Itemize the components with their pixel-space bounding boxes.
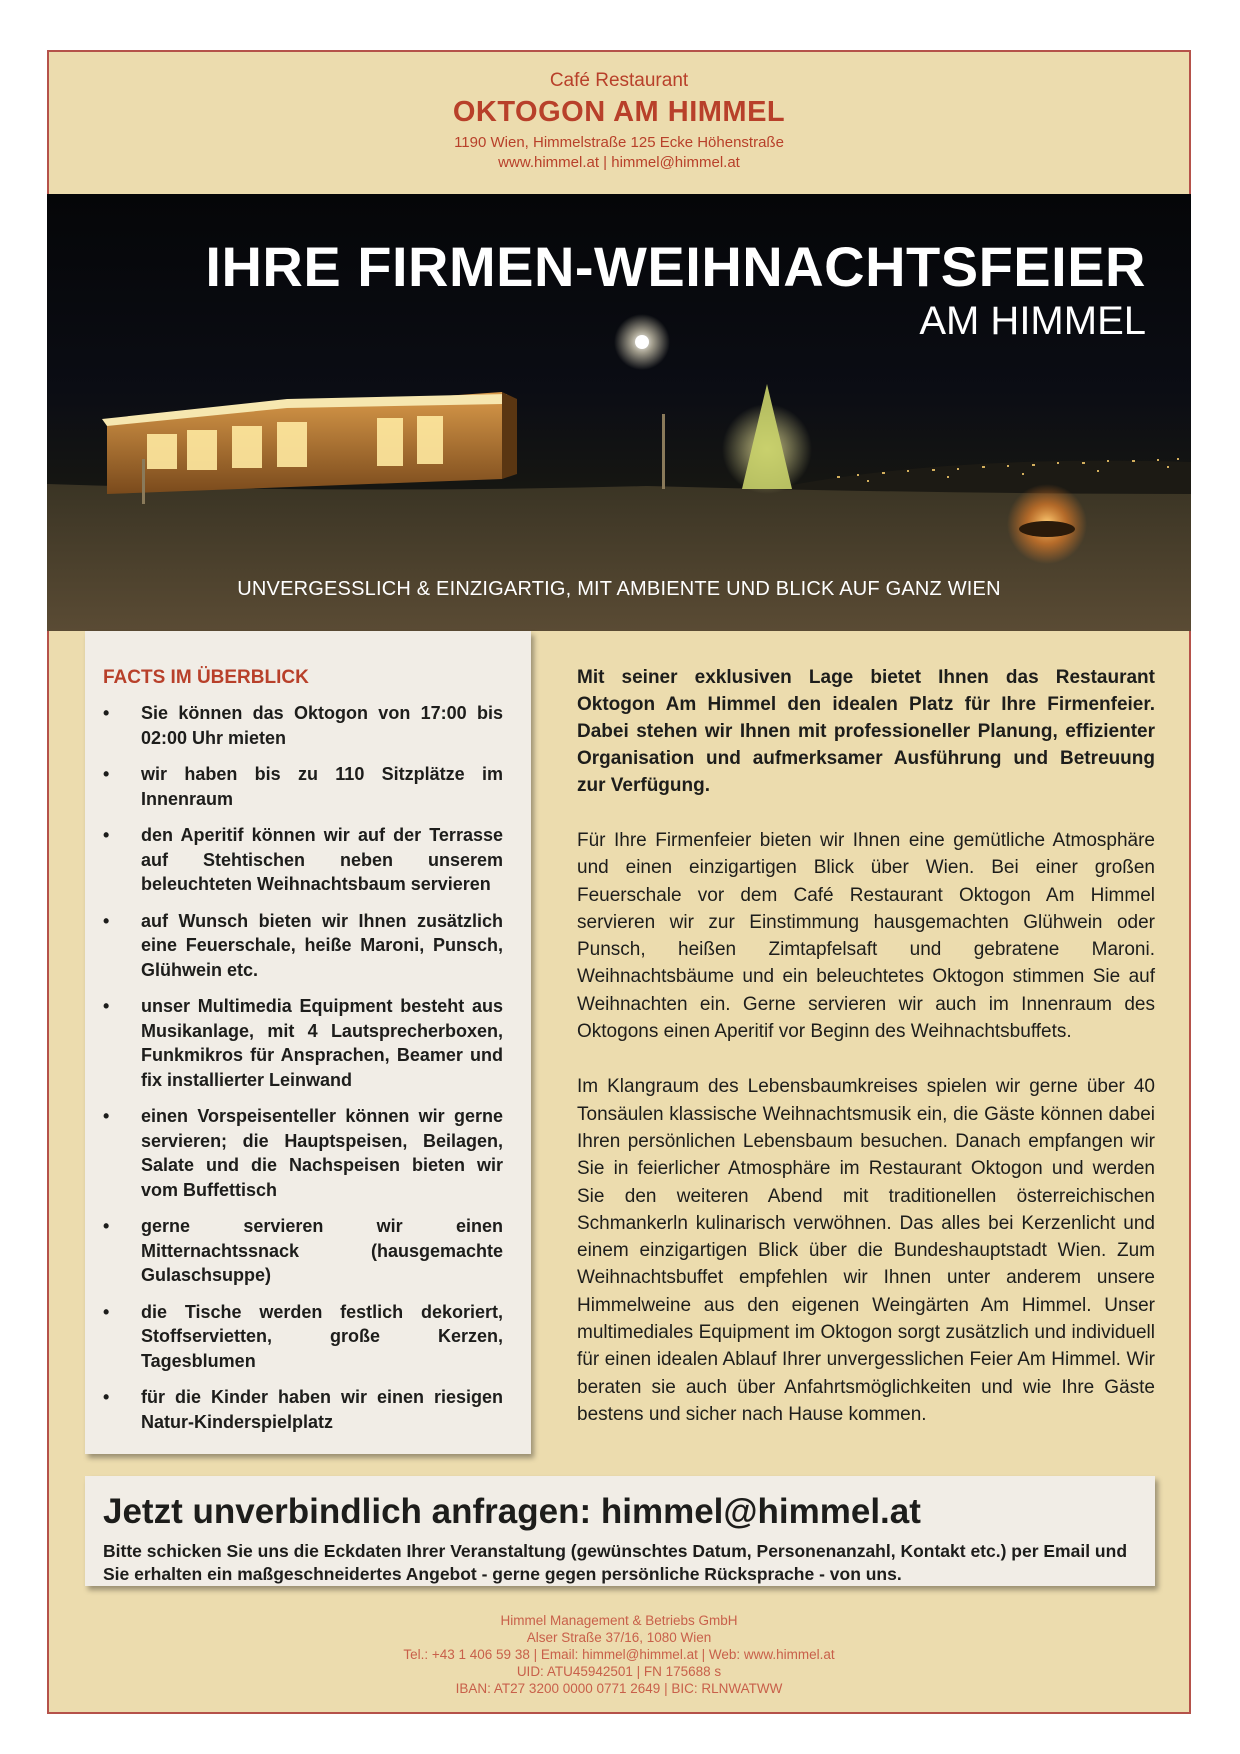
footer — [49, 1612, 1189, 1697]
footer-company: Himmel Management & Betriebs GmbH — [500, 1613, 738, 1628]
sub-headline: AM HIMMEL — [919, 299, 1146, 343]
venue-name: OKTOGON AM HIMMEL — [452, 96, 786, 128]
facts-list-item: • den Aperitif können wir auf der Terrasse auf Stehtischen neben unserem beleuchteten Weihnachtsbaum servieren — [103, 825, 503, 894]
facts-list-item: • wir haben bis zu 110 Sitzplätze im Innenraum — [103, 764, 503, 809]
bullet-icon: • — [103, 703, 110, 723]
inquiry-box — [85, 1476, 1155, 1586]
footer-bank: IBAN: AT27 3200 0000 0771 2649 | BIC: RLNWATWW — [455, 1681, 783, 1696]
venue-subtitle: Café Restaurant — [549, 70, 689, 91]
restaurant-building-illustration — [102, 392, 517, 494]
main-text-column — [577, 664, 1155, 1456]
body-paragraph-1: Für Ihre Firmenfeier bieten wir Ihnen eine gemütliche Atmosphäre und einen einzigartigen Blick über Wien. Bei einer großen Feuerschale vor dem Café Restaurant Oktogon Am Himmel servieren wir zur Einstimmung hausgemachten Glühwein oder Punsch, heißen Zimtapfelsaft und gebratene Maroni. Weihnachtsbäume und ein beleuchtetes Oktogon stimmen Sie auf Weihnachten ein. Gerne servieren wir auch im Innenraum des Oktogons einen Aperitif vor Beginn des Weihnachtsbuffets. — [577, 830, 1155, 1043]
footer-contact[interactable]: Tel.: +43 1 406 59 38 | Email: himmel@himmel.at | Web: www.himmel.at — [403, 1647, 835, 1662]
bullet-icon: • — [103, 1216, 110, 1236]
bullet-icon: • — [103, 1301, 110, 1322]
bullet-icon: • — [103, 1106, 110, 1126]
footer-address: Alser Straße 37/16, 1080 Wien — [526, 1630, 712, 1645]
facts-list-item: • Sie können das Oktogon von 17:00 bis 02:00 Uhr mieten — [103, 703, 503, 748]
flyer-page — [47, 50, 1191, 1714]
bullet-icon: • — [103, 825, 110, 845]
bullet-icon: • — [103, 1387, 110, 1407]
facts-list — [103, 701, 503, 1434]
facts-list-item: • unser Multimedia Equipment besteht aus Musikanlage, mit 4 Lautsprecherboxen, Funkmikros für Ansprachen, Beamer und fix installierter Leinwand — [103, 996, 503, 1090]
lead-paragraph: Mit seiner exklusiven Lage bietet Ihnen das Restaurant Oktogon Am Himmel den idealen Platz für Ihre Firmenfeier. Dabei stehen wir Ihnen mit professioneller Planung, effizienter Organisation und aufmerksamer Ausführung und Betreuung zur Verfügung. — [577, 667, 1155, 796]
venue-web-links[interactable]: www.himmel.at | himmel@himmel.at — [498, 154, 740, 171]
bullet-icon: • — [103, 764, 110, 784]
facts-panel — [85, 631, 531, 1454]
facts-list-item: • die Tische werden festlich dekoriert, Stoffservietten, große Kerzen, Tagesblumen — [103, 1301, 503, 1371]
venue-address: 1190 Wien, Himmelstraße 125 Ecke Höhenstraße — [454, 134, 784, 151]
facts-title: FACTS IM ÜBERBLICK — [103, 667, 309, 688]
facts-list-item: • gerne servieren wir einen Mitternachtssnack (hausgemachte Gulaschsuppe) — [103, 1216, 503, 1285]
footer-uid: UID: ATU45942501 | FN 175688 s — [516, 1664, 722, 1679]
facts-list-item: • auf Wunsch bieten wir Ihnen zusätzlich eine Feuerschale, heiße Maroni, Punsch, Glühwein etc. — [103, 910, 503, 980]
facts-list-item: • einen Vorspeisenteller können wir gerne servieren; die Hauptspeisen, Beilagen, Salate und die Nachspeisen bieten wir vom Buffettisch — [103, 1106, 503, 1200]
body-paragraph-2: Im Klangraum des Lebensbaumkreises spielen wir gerne über 40 Tonsäulen klassische Weihnachtsmusik ein, die Gäste können dabei Ihren persönlichen Lebensbaum besuchen. Danach empfangen wir Sie in feierlicher Atmosphäre im Restaurant Oktogon und werden Sie den weiteren Abend mit traditionellen österreichischen Schmankerln kulinarisch verwöhnen. Das alles bei Kerzenlicht und einem einzigartigen Blick über die Bundeshauptstadt Wien. Zum Weihnachtsbuffet empfehlen wir Ihnen unter anderem unsere Himmelweine aus den eigenen Weingärten Am Himmel. Unser multimediales Equipment im Oktogon sorgt zusätzlich und individuell für einen idealen Ablauf Ihrer unvergesslichen Feier Am Himmel. Wir beraten sie auch über Anfahrtsmöglichkeiten und wie Ihre Gäste bestens und sicher nach Hause kommen. — [577, 1076, 1155, 1425]
hero-photo — [47, 194, 1191, 631]
main-headline: IHRE FIRMEN-WEIHNACHTSFEIER — [205, 235, 1146, 298]
header — [49, 52, 1189, 194]
bullet-icon: • — [103, 910, 110, 931]
bullet-icon: • — [103, 996, 110, 1016]
inquiry-title[interactable]: Jetzt unverbindlich anfragen: himmel@himmel.at — [103, 1492, 921, 1531]
tagline: UNVERGESSLICH & EINZIGARTIG, MIT AMBIENTE UND BLICK AUF GANZ WIEN — [237, 578, 1001, 600]
inquiry-text: Bitte schicken Sie uns die Eckdaten Ihrer Veranstaltung (gewünschtes Datum, Personenanzahl, Kontakt etc.) per Email und Sie erhalten ein maßgeschneidertes Angebot - gerne gegen persönliche Rücksprache - von uns. — [103, 1541, 1128, 1584]
facts-list-item: • für die Kinder haben wir einen riesigen Natur-Kinderspielplatz — [103, 1387, 503, 1432]
